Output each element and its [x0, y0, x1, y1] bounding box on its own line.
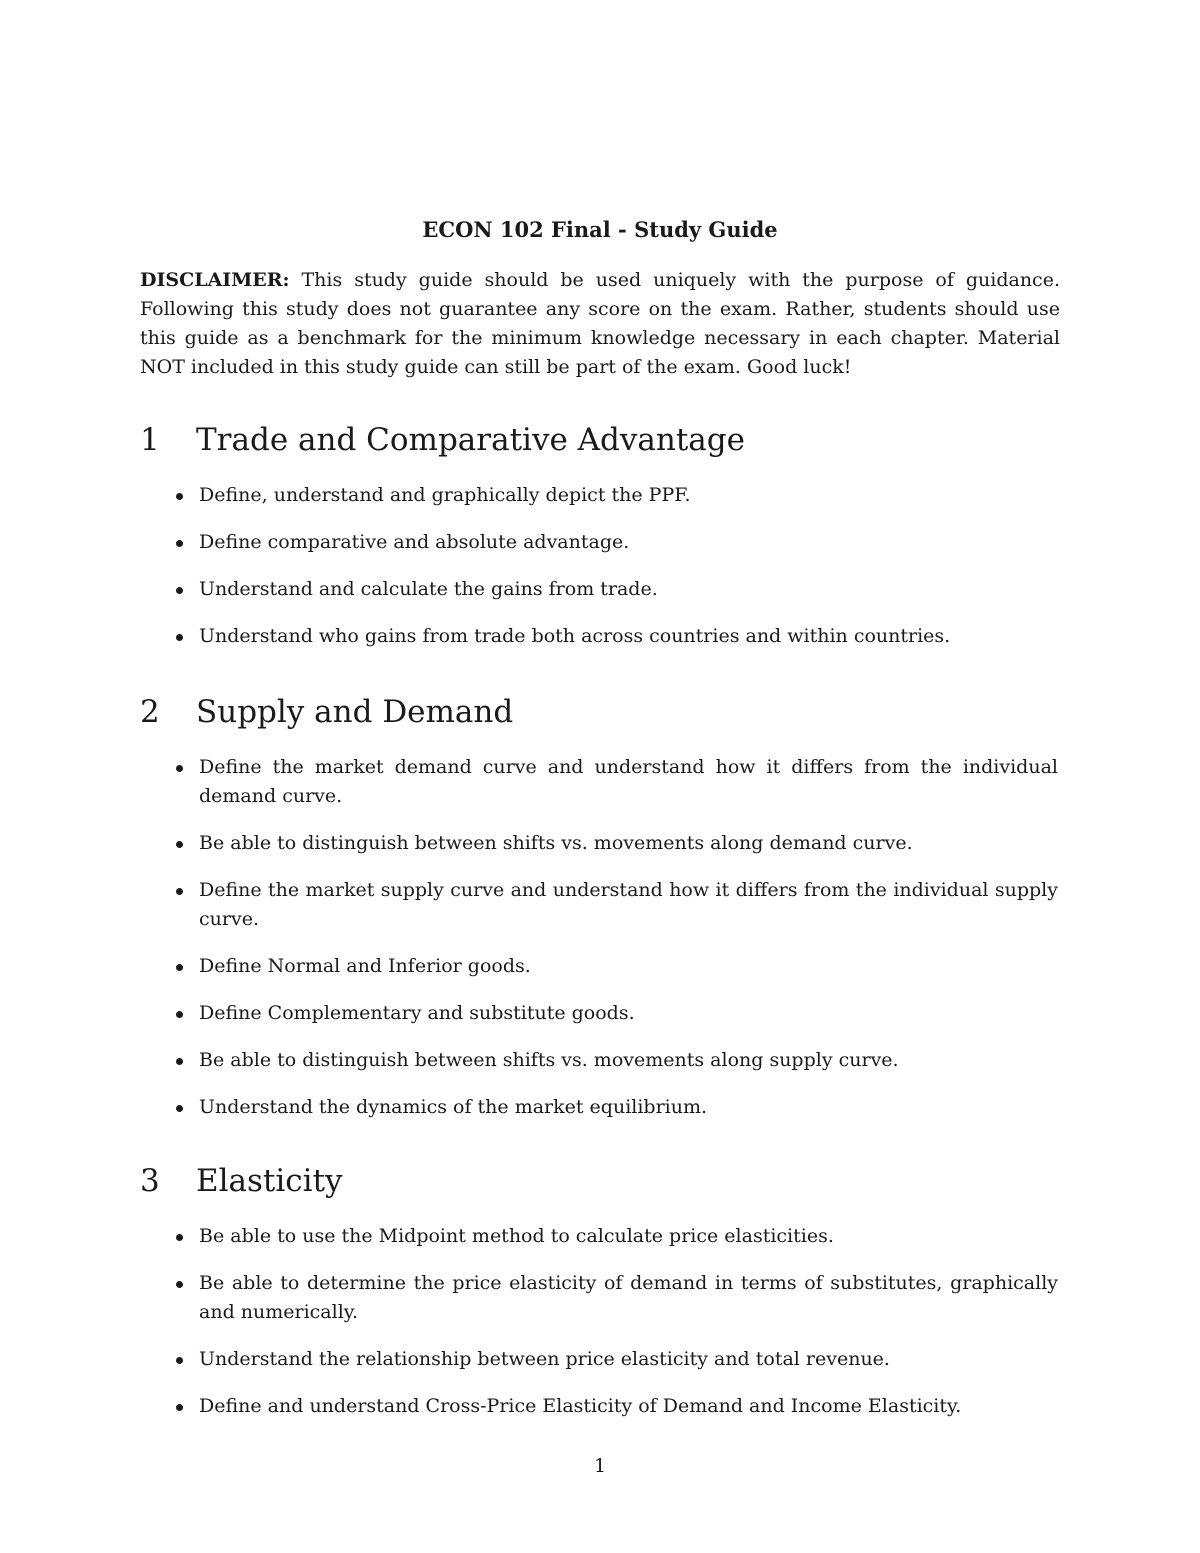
- disclaimer-text: This study guide should be used uniquely with the purpose of guidance. Following this study does not guarantee any score on the exam. Rather, students should use this guide as a benchmark for the minimum knowledge necessary in each chapter. Material NOT included in this study guide can still be part of the exam. Good luck!: [140, 269, 1060, 378]
- list-item-text: Define Complementary and substitute goods.: [199, 1002, 635, 1024]
- section-list-elasticity: [140, 1222, 1060, 1439]
- list-item-text: Define Normal and Inferior goods.: [199, 955, 531, 977]
- list-item: [140, 1345, 1060, 1374]
- list-item-text: Define and understand Cross-Price Elasticity of Demand and Income Elasticity.: [199, 1395, 962, 1417]
- page-number: 1: [593, 1455, 607, 1477]
- list-item: [140, 952, 1060, 981]
- list-item-text: Be able to distinguish between shifts vs. movements along supply curve.: [199, 1049, 899, 1071]
- list-item: [140, 1392, 1060, 1421]
- list-item-text: Define, understand and graphically depict the PPF.: [199, 484, 691, 506]
- list-item-text: Understand who gains from trade both across countries and within countries.: [199, 625, 951, 647]
- section-title: Supply and Demand: [196, 694, 514, 730]
- list-item-text: Understand the dynamics of the market equilibrium.: [199, 1096, 708, 1118]
- bullet-icon: [176, 1105, 183, 1112]
- list-item: [140, 1046, 1060, 1075]
- bullet-icon: [176, 964, 183, 971]
- bullet-icon: [176, 540, 183, 547]
- list-item: [140, 1269, 1060, 1327]
- section-heading-trade: [140, 418, 745, 462]
- list-item: [140, 528, 1060, 557]
- bullet-icon: [176, 1234, 183, 1241]
- list-item-text: Be able to use the Midpoint method to calculate price elasticities.: [199, 1225, 834, 1247]
- list-item: [140, 1093, 1060, 1122]
- section-title: Elasticity: [196, 1163, 343, 1199]
- section-number: 3: [140, 1163, 160, 1199]
- list-item: [140, 829, 1060, 858]
- section-heading-elasticity: [140, 1159, 343, 1203]
- list-item-text: Understand and calculate the gains from trade.: [199, 578, 658, 600]
- section-heading-supply-demand: [140, 690, 513, 734]
- bullet-icon: [176, 1011, 183, 1018]
- list-item-text: Be able to distinguish between shifts vs. movements along demand curve.: [199, 832, 913, 854]
- bullet-icon: [176, 765, 183, 772]
- bullet-icon: [176, 1404, 183, 1411]
- bullet-icon: [176, 634, 183, 641]
- list-item: [140, 876, 1060, 934]
- list-item-text: Be able to determine the price elasticity of demand in terms of substitutes, graphically and numerically.: [199, 1272, 1058, 1323]
- list-item: [140, 622, 1060, 651]
- bullet-icon: [176, 1058, 183, 1065]
- list-item: [140, 753, 1060, 811]
- list-item-text: Define comparative and absolute advantage.: [199, 531, 630, 553]
- list-item-text: Understand the relationship between price elasticity and total revenue.: [199, 1348, 890, 1370]
- section-number: 1: [140, 422, 160, 458]
- list-item: [140, 575, 1060, 604]
- list-item: [140, 481, 1060, 510]
- disclaimer-label: DISCLAIMER:: [140, 269, 290, 291]
- bullet-icon: [176, 1357, 183, 1364]
- section-title: Trade and Comparative Advantage: [196, 422, 745, 458]
- section-list-supply-demand: [140, 753, 1060, 1140]
- document-title: ECON 102 Final - Study Guide: [422, 217, 778, 242]
- list-item: [140, 1222, 1060, 1251]
- section-number: 2: [140, 694, 160, 730]
- section-list-trade: [140, 481, 1060, 669]
- list-item-text: Define the market demand curve and understand how it differs from the individual demand curve.: [199, 756, 1058, 807]
- list-item: [140, 999, 1060, 1028]
- bullet-icon: [176, 1281, 183, 1288]
- disclaimer-paragraph: [140, 266, 1060, 382]
- bullet-icon: [176, 493, 183, 500]
- bullet-icon: [176, 888, 183, 895]
- document-page: [140, 0, 1060, 1553]
- bullet-icon: [176, 841, 183, 848]
- bullet-icon: [176, 587, 183, 594]
- list-item-text: Define the market supply curve and understand how it differs from the individual supply curve.: [199, 879, 1058, 930]
